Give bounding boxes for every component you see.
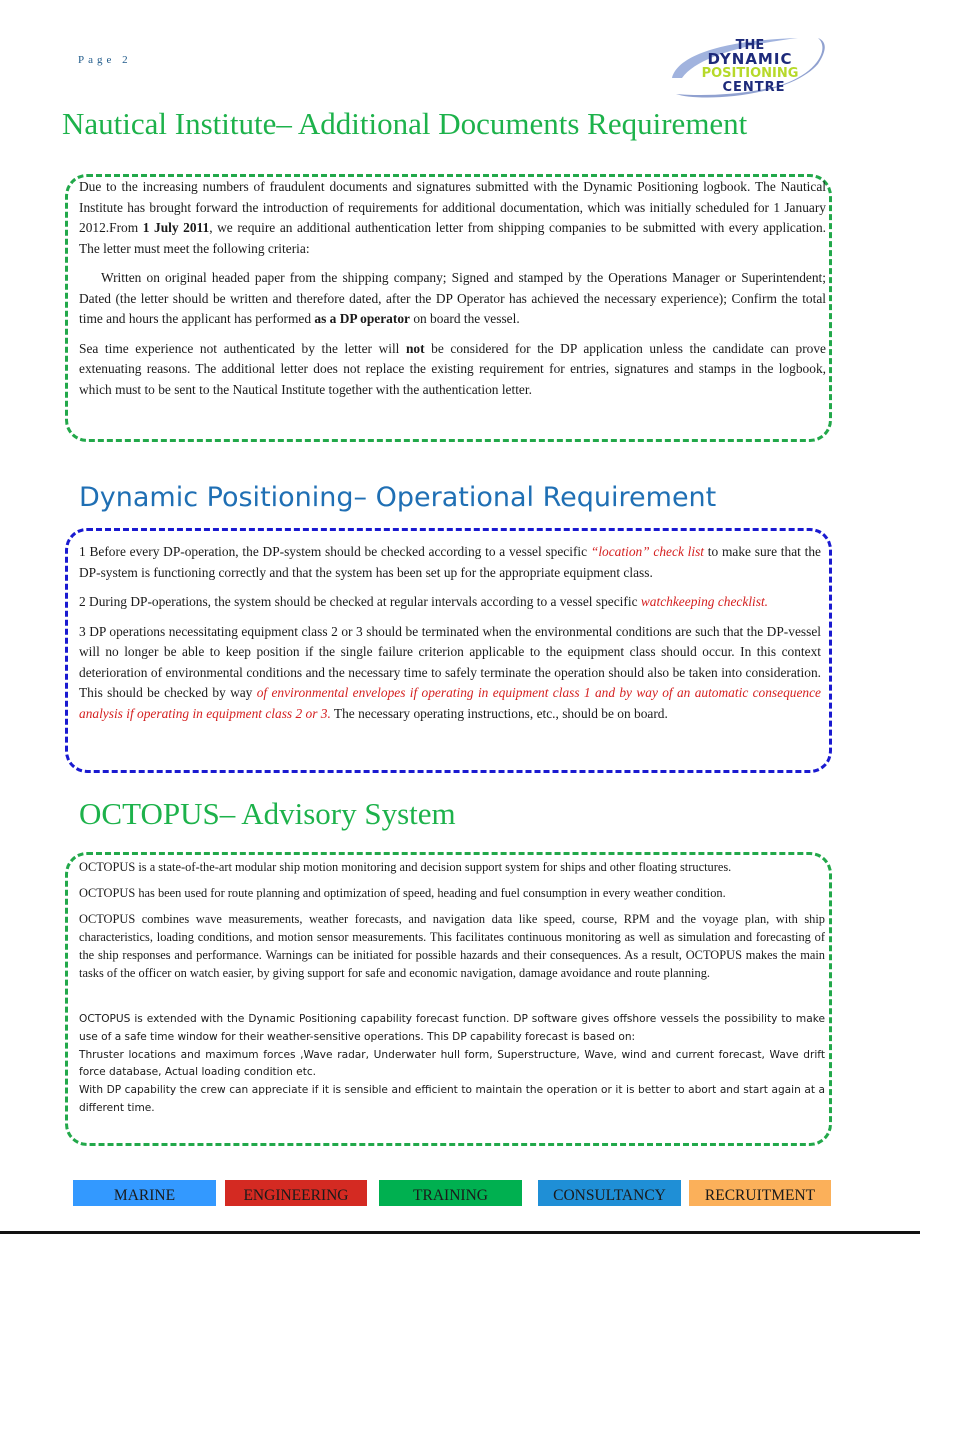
dp-capability-text <box>79 1011 825 1118</box>
paragraph: With DP capability the crew can appreciate if it is sensible and efficient to maintain the operation or it is better to abort and start again at a different time. <box>79 1084 825 1114</box>
paragraph: OCTOPUS has been used for route planning and optimization of speed, heading and fuel consumption in every weather condition. <box>79 886 726 900</box>
tab-marine[interactable]: MARINE <box>73 1180 216 1206</box>
paragraph: OCTOPUS is a state-of-the-art modular ship motion monitoring and decision support system for ships and other floating structures. <box>79 860 732 874</box>
documents-requirement-text <box>79 177 826 409</box>
paragraph: OCTOPUS combines wave measurements, weather forecasts, and navigation data like speed, course, RPM and the voyage plan, with ship characteristics, loading conditions, and motion sensor measurements. This facilitates continuous monitoring as well as simulation and forecasting of the ship responses and performance. Warnings can be initiated for possible hazards and their consequences. As a result, OCTOPUS makes the main tasks of the officer on watch easier, by giving support for safe and economic navigation, damage avoidance and route planning. <box>79 912 825 980</box>
tab-consultancy[interactable]: CONSULTANCY <box>538 1180 681 1206</box>
section-title-octopus: OCTOPUS– Advisory System <box>79 796 456 831</box>
list-item: 2 During DP-operations, the system should be checked at regular intervals according to a vessel specific watchkeeping checklist. <box>79 594 769 609</box>
service-tabs <box>73 1180 833 1206</box>
paragraph: Due to the increasing numbers of fraudulent documents and signatures submitted with the Dynamic Positioning logbook. The Nautical Institute has brought forward the introduction of requirements for additional documentation, which was initially scheduled for 1 January 2012.From 1 July 2011, we require an additional authentication letter from shipping companies to be submitted with every application. The letter must meet the following criteria: <box>79 179 826 256</box>
list-item: 3 DP operations necessitating equipment class 2 or 3 should be terminated when the environmental conditions are such that the DP-vessel will no longer be able to keep position if the single failure criterion applicable to the equipment class should occur. In this context deterioration of environmental conditions and the necessary time to safely terminate the operation should also be taken into consideration. This should be checked by way of environmental envelopes if operating in equipment class 1 and by way of an automatic consequence analysis if operating in equipment class 2 or 3. The necessary operating instructions, etc., should be on board. <box>79 623 821 721</box>
svg-text:POSITIONING: POSITIONING <box>701 66 799 81</box>
tab-recruitment[interactable]: RECRUITMENT <box>689 1180 831 1206</box>
svg-text:THE: THE <box>735 38 765 53</box>
tab-training[interactable]: TRAINING <box>379 1180 522 1206</box>
octopus-text <box>79 858 825 990</box>
paragraph: Sea time experience not authenticated by the letter will not be considered for the DP application unless the candidate can prove extenuating reasons. The additional letter does not replace the existing requirement for entries, signatures and stamps in the logbook, which must to be sent to the Nautical Institute together with the authentication letter. <box>79 340 826 397</box>
svg-text:CENTRE: CENTRE <box>722 80 786 95</box>
paragraph: Thruster locations and maximum forces ,Wave radar, Underwater hull form, Superstructure, Wave, wind and current forecast, Wave drift force database, Actual loading condition etc. <box>79 1048 825 1079</box>
tab-engineering[interactable]: ENGINEERING <box>225 1180 367 1206</box>
section-title-dp-operational: Dynamic Positioning– Operational Requirement <box>79 482 717 513</box>
svg-text:DYNAMIC: DYNAMIC <box>707 50 793 68</box>
dynamic-positioning-centre-logo <box>668 34 832 102</box>
operational-requirement-text <box>79 542 821 733</box>
page-number: Page 2 <box>78 54 132 66</box>
list-item: 1 Before every DP-operation, the DP-system should be checked according to a vessel specific “location” check list to make sure that the DP-system is functioning correctly and that the system has been set up for the appropriate equipment class. <box>79 544 821 580</box>
paragraph: OCTOPUS is extended with the Dynamic Positioning capability forecast function. DP software gives offshore vessels the possibility to make use of a safe time window for their weather-sensitive operations. This DP capability forecast is based on: <box>79 1013 825 1043</box>
section-title-nautical-institute: Nautical Institute– Additional Documents Requirement <box>62 106 748 141</box>
paragraph: Written on original headed paper from the shipping company; Signed and stamped by the Operations Manager or Superintendent; Dated (the letter should be written and therefore dated, after the DP Operator has achieved the necessary experience); Confirm the total time and hours the applicant has performed as a DP operator on board the vessel. <box>79 270 826 326</box>
footer-divider <box>0 1231 920 1234</box>
